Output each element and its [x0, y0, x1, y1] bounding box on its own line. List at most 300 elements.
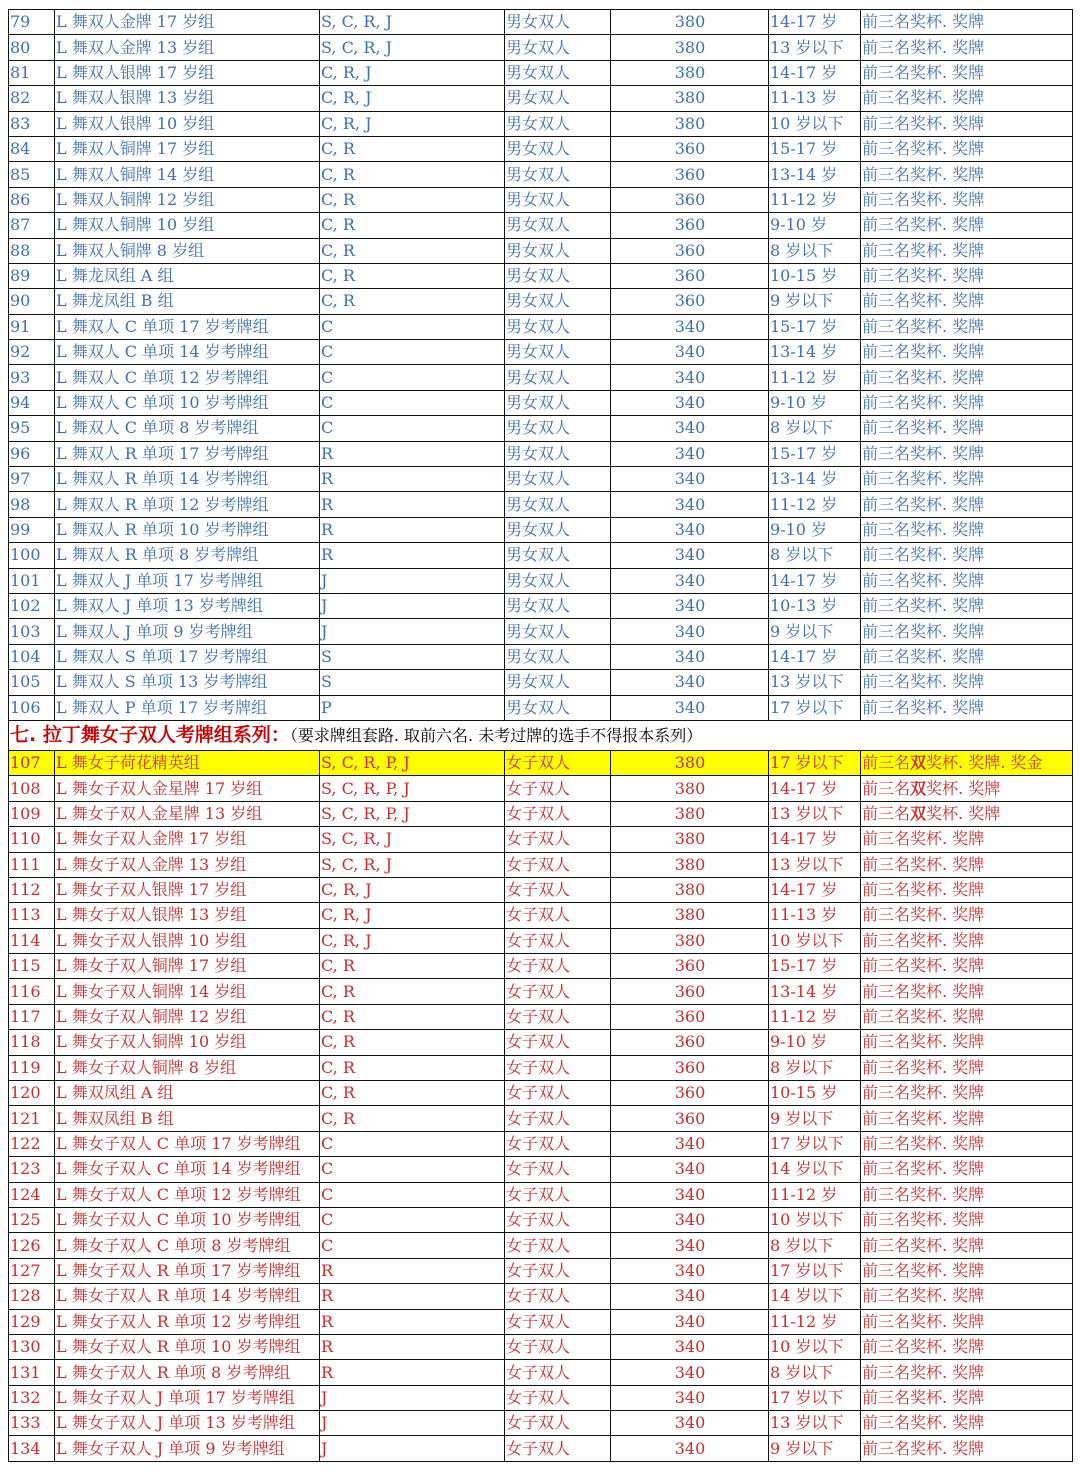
event-number: 114	[9, 928, 55, 953]
event-type: 男女双人	[505, 517, 611, 542]
event-fee: 340	[611, 670, 769, 695]
event-fee: 360	[611, 1055, 769, 1080]
event-age: 8 岁以下	[769, 416, 861, 441]
event-fee: 360	[611, 1004, 769, 1029]
event-type: 女子双人	[505, 776, 611, 801]
event-name: L 舞女子双人 C 单项 14 岁考牌组	[55, 1157, 320, 1182]
table-row	[9, 1436, 1073, 1461]
event-prize: 前三名奖杯. 奖牌	[861, 1081, 1073, 1106]
event-name: L 舞双人 P 单项 17 岁考牌组	[55, 695, 320, 720]
event-dances: S, C, R, J	[320, 35, 505, 60]
table-row	[9, 954, 1073, 979]
event-name: L 舞双人铜牌 8 岁组	[55, 238, 320, 263]
event-age: 13-14 岁	[769, 340, 861, 365]
event-age: 13-14 岁	[769, 979, 861, 1004]
event-number: 90	[9, 289, 55, 314]
event-prize: 前三名奖杯. 奖牌	[861, 670, 1073, 695]
event-fee: 340	[611, 1131, 769, 1156]
event-dances: C	[320, 365, 505, 390]
event-number: 95	[9, 416, 55, 441]
event-number: 126	[9, 1233, 55, 1258]
event-dances: C, R	[320, 162, 505, 187]
event-age: 14-17 岁	[769, 827, 861, 852]
table-row	[9, 903, 1073, 928]
event-number: 96	[9, 441, 55, 466]
event-fee: 340	[611, 365, 769, 390]
event-fee: 340	[611, 1385, 769, 1410]
event-age: 10-15 岁	[769, 263, 861, 288]
event-prize: 前三名奖杯. 奖牌	[861, 441, 1073, 466]
event-prize: 前三名奖杯. 奖牌	[861, 1233, 1073, 1258]
event-number: 82	[9, 86, 55, 111]
event-fee: 360	[611, 136, 769, 161]
event-number: 87	[9, 213, 55, 238]
event-number: 84	[9, 136, 55, 161]
event-number: 79	[9, 10, 55, 35]
event-age: 8 岁以下	[769, 1360, 861, 1385]
event-name: L 舞女子双人银牌 13 岁组	[55, 903, 320, 928]
event-age: 17 岁以下	[769, 695, 861, 720]
event-dances: R	[320, 1360, 505, 1385]
event-prize: 前三名奖杯. 奖牌	[861, 390, 1073, 415]
event-prize: 前三名奖杯. 奖牌	[861, 1309, 1073, 1334]
event-dances: R	[320, 1284, 505, 1309]
event-age: 8 岁以下	[769, 238, 861, 263]
event-prize: 前三名奖杯. 奖牌	[861, 568, 1073, 593]
event-fee: 360	[611, 213, 769, 238]
event-number: 104	[9, 644, 55, 669]
event-type: 女子双人	[505, 1411, 611, 1436]
event-number: 116	[9, 979, 55, 1004]
event-dances: C	[320, 340, 505, 365]
event-fee: 360	[611, 162, 769, 187]
event-fee: 380	[611, 801, 769, 826]
event-number: 94	[9, 390, 55, 415]
event-age: 11-13 岁	[769, 903, 861, 928]
event-age: 9 岁以下	[769, 619, 861, 644]
event-type: 女子双人	[505, 1030, 611, 1055]
event-prize: 前三名奖杯. 奖牌	[861, 543, 1073, 568]
event-fee: 380	[611, 928, 769, 953]
event-age: 11-12 岁	[769, 1309, 861, 1334]
event-type: 男女双人	[505, 467, 611, 492]
event-name: L 舞龙凤组 A 组	[55, 263, 320, 288]
table-row	[9, 543, 1073, 568]
table-row	[9, 852, 1073, 877]
event-type: 女子双人	[505, 827, 611, 852]
event-name: L 舞双人铜牌 12 岁组	[55, 187, 320, 212]
event-type: 女子双人	[505, 1334, 611, 1359]
event-number: 124	[9, 1182, 55, 1207]
event-name: L 舞女子双人铜牌 8 岁组	[55, 1055, 320, 1080]
event-name: L 舞女子双人金牌 17 岁组	[55, 827, 320, 852]
event-dances: C, R, J	[320, 111, 505, 136]
event-name: L 舞女子荷花精英组	[55, 750, 320, 775]
event-fee: 360	[611, 187, 769, 212]
event-number: 117	[9, 1004, 55, 1029]
table-row	[9, 314, 1073, 339]
schedule-sheet	[8, 9, 1072, 1462]
event-dances: C	[320, 314, 505, 339]
event-number: 105	[9, 670, 55, 695]
event-name: L 舞双人金牌 17 岁组	[55, 10, 320, 35]
table-row	[9, 162, 1073, 187]
event-type: 男女双人	[505, 441, 611, 466]
event-prize: 前三名奖杯. 奖牌	[861, 1157, 1073, 1182]
event-prize: 前三名奖杯. 奖牌	[861, 1106, 1073, 1131]
table-row	[9, 136, 1073, 161]
event-number: 130	[9, 1334, 55, 1359]
event-dances: C, R	[320, 238, 505, 263]
event-number: 127	[9, 1258, 55, 1283]
event-type: 男女双人	[505, 35, 611, 60]
table-row	[9, 492, 1073, 517]
event-dances: J	[320, 1385, 505, 1410]
event-type: 女子双人	[505, 1081, 611, 1106]
event-age: 14-17 岁	[769, 60, 861, 85]
table-row	[9, 1106, 1073, 1131]
event-type: 男女双人	[505, 340, 611, 365]
event-name: L 舞双人 C 单项 14 岁考牌组	[55, 340, 320, 365]
table-row	[9, 517, 1073, 542]
event-type: 女子双人	[505, 979, 611, 1004]
event-fee: 340	[611, 1436, 769, 1461]
event-age: 11-13 岁	[769, 86, 861, 111]
table-row	[9, 35, 1073, 60]
event-prize: 前三名奖杯. 奖牌	[861, 35, 1073, 60]
event-prize: 前三名双奖杯. 奖牌	[861, 801, 1073, 826]
table-row	[9, 187, 1073, 212]
table-row	[9, 340, 1073, 365]
event-prize: 前三名奖杯. 奖牌	[861, 903, 1073, 928]
event-number: 101	[9, 568, 55, 593]
event-number: 110	[9, 827, 55, 852]
event-fee: 340	[611, 593, 769, 618]
event-age: 13 岁以下	[769, 801, 861, 826]
event-type: 女子双人	[505, 852, 611, 877]
event-dances: C, R	[320, 187, 505, 212]
event-number: 109	[9, 801, 55, 826]
event-prize: 前三名奖杯. 奖牌	[861, 877, 1073, 902]
event-dances: C, R, J	[320, 86, 505, 111]
event-dances: C	[320, 1207, 505, 1232]
event-prize: 前三名奖杯. 奖牌	[861, 60, 1073, 85]
event-dances: C	[320, 416, 505, 441]
event-fee: 340	[611, 644, 769, 669]
event-type: 女子双人	[505, 877, 611, 902]
event-age: 10-15 岁	[769, 1081, 861, 1106]
table-row	[9, 365, 1073, 390]
event-name: L 舞女子双人 R 单项 12 岁考牌组	[55, 1309, 320, 1334]
event-prize: 前三名奖杯. 奖牌	[861, 416, 1073, 441]
event-fee: 340	[611, 1309, 769, 1334]
event-type: 女子双人	[505, 1436, 611, 1461]
event-number: 134	[9, 1436, 55, 1461]
event-number: 80	[9, 35, 55, 60]
event-name: L 舞双人银牌 13 岁组	[55, 86, 320, 111]
event-name: L 舞双人铜牌 17 岁组	[55, 136, 320, 161]
event-type: 女子双人	[505, 1309, 611, 1334]
event-type: 女子双人	[505, 1055, 611, 1080]
event-age: 13 岁以下	[769, 670, 861, 695]
table-row	[9, 1207, 1073, 1232]
event-age: 14-17 岁	[769, 877, 861, 902]
table-row	[9, 776, 1073, 801]
event-fee: 360	[611, 1081, 769, 1106]
event-prize: 前三名奖杯. 奖牌	[861, 1334, 1073, 1359]
table-row	[9, 263, 1073, 288]
event-type: 男女双人	[505, 390, 611, 415]
event-prize: 前三名奖杯. 奖牌	[861, 213, 1073, 238]
event-dances: C, R	[320, 979, 505, 1004]
event-age: 15-17 岁	[769, 136, 861, 161]
event-name: L 舞双人 S 单项 13 岁考牌组	[55, 670, 320, 695]
event-dances: S	[320, 670, 505, 695]
event-name: L 舞双人 R 单项 17 岁考牌组	[55, 441, 320, 466]
event-prize: 前三名奖杯. 奖牌	[861, 1030, 1073, 1055]
event-fee: 340	[611, 543, 769, 568]
event-age: 13-14 岁	[769, 467, 861, 492]
event-prize: 前三名奖杯. 奖牌	[861, 1207, 1073, 1232]
event-fee: 360	[611, 289, 769, 314]
event-prize: 前三名奖杯. 奖牌	[861, 492, 1073, 517]
table-row	[9, 750, 1073, 775]
event-fee: 380	[611, 903, 769, 928]
event-prize: 前三名奖杯. 奖牌	[861, 289, 1073, 314]
table-row	[9, 1233, 1073, 1258]
event-dances: C, R	[320, 1106, 505, 1131]
event-prize: 前三名奖杯. 奖牌	[861, 1131, 1073, 1156]
event-name: L 舞双人铜牌 14 岁组	[55, 162, 320, 187]
event-name: L 舞女子双人银牌 17 岁组	[55, 877, 320, 902]
table-row	[9, 86, 1073, 111]
table-row	[9, 801, 1073, 826]
event-dances: S, C, R, J	[320, 827, 505, 852]
event-name: L 舞龙凤组 B 组	[55, 289, 320, 314]
event-name: L 舞双人铜牌 10 岁组	[55, 213, 320, 238]
event-age: 9-10 岁	[769, 213, 861, 238]
table-row	[9, 60, 1073, 85]
event-dances: J	[320, 1411, 505, 1436]
event-dances: C, R	[320, 1081, 505, 1106]
event-age: 14-17 岁	[769, 644, 861, 669]
event-age: 15-17 岁	[769, 314, 861, 339]
event-name: L 舞女子双人 J 单项 17 岁考牌组	[55, 1385, 320, 1410]
table-row	[9, 10, 1073, 35]
table-row	[9, 111, 1073, 136]
event-number: 83	[9, 111, 55, 136]
event-dances: J	[320, 1436, 505, 1461]
event-fee: 340	[611, 492, 769, 517]
table-row	[9, 928, 1073, 953]
event-fee: 360	[611, 263, 769, 288]
table-row	[9, 441, 1073, 466]
event-fee: 380	[611, 776, 769, 801]
table-row	[9, 1385, 1073, 1410]
event-dances: C	[320, 1131, 505, 1156]
event-age: 8 岁以下	[769, 1233, 861, 1258]
event-name: L 舞女子双人金牌 13 岁组	[55, 852, 320, 877]
event-number: 86	[9, 187, 55, 212]
event-age: 17 岁以下	[769, 1385, 861, 1410]
event-type: 女子双人	[505, 1106, 611, 1131]
event-age: 9 岁以下	[769, 1436, 861, 1461]
event-age: 17 岁以下	[769, 1258, 861, 1283]
event-number: 99	[9, 517, 55, 542]
event-type: 男女双人	[505, 10, 611, 35]
event-number: 120	[9, 1081, 55, 1106]
event-fee: 340	[611, 390, 769, 415]
event-prize: 前三名奖杯. 奖牌	[861, 517, 1073, 542]
event-age: 10 岁以下	[769, 1207, 861, 1232]
event-age: 10 岁以下	[769, 928, 861, 953]
event-fee: 380	[611, 60, 769, 85]
event-type: 女子双人	[505, 954, 611, 979]
event-name: L 舞女子双人 C 单项 12 岁考牌组	[55, 1182, 320, 1207]
event-age: 17 岁以下	[769, 1131, 861, 1156]
event-age: 9-10 岁	[769, 390, 861, 415]
event-prize: 前三名奖杯. 奖牌	[861, 187, 1073, 212]
event-prize: 前三名奖杯. 奖牌	[861, 86, 1073, 111]
table-row	[9, 979, 1073, 1004]
event-fee: 380	[611, 111, 769, 136]
event-type: 女子双人	[505, 1182, 611, 1207]
event-age: 11-12 岁	[769, 365, 861, 390]
section-header-row	[9, 720, 1073, 750]
event-name: L 舞双人 C 单项 17 岁考牌组	[55, 314, 320, 339]
event-fee: 340	[611, 695, 769, 720]
event-number: 111	[9, 852, 55, 877]
event-dances: R	[320, 517, 505, 542]
event-fee: 340	[611, 1157, 769, 1182]
event-dances: R	[320, 441, 505, 466]
event-age: 10-13 岁	[769, 593, 861, 618]
event-type: 男女双人	[505, 314, 611, 339]
event-dances: S, C, R, P, J	[320, 750, 505, 775]
event-prize: 前三名奖杯. 奖牌	[861, 1360, 1073, 1385]
event-fee: 380	[611, 750, 769, 775]
event-dances: C, R	[320, 263, 505, 288]
event-type: 男女双人	[505, 238, 611, 263]
event-number: 115	[9, 954, 55, 979]
event-prize: 前三名奖杯. 奖牌	[861, 979, 1073, 1004]
event-fee: 360	[611, 1030, 769, 1055]
table-row	[9, 670, 1073, 695]
event-number: 93	[9, 365, 55, 390]
event-fee: 340	[611, 1233, 769, 1258]
event-fee: 340	[611, 517, 769, 542]
event-number: 81	[9, 60, 55, 85]
event-age: 13 岁以下	[769, 35, 861, 60]
event-dances: S, C, R, J	[320, 852, 505, 877]
event-dances: C, R, J	[320, 60, 505, 85]
event-number: 119	[9, 1055, 55, 1080]
event-prize: 前三名奖杯. 奖牌	[861, 1436, 1073, 1461]
section-note: （要求牌组套路. 取前六名. 未考过牌的选手不得报本系列）	[289, 725, 703, 745]
event-name: L 舞女子双人 R 单项 17 岁考牌组	[55, 1258, 320, 1283]
section-header	[9, 720, 1073, 750]
event-name: L 舞女子双人铜牌 10 岁组	[55, 1030, 320, 1055]
event-dances: C	[320, 390, 505, 415]
event-table	[8, 9, 1073, 1462]
event-name: L 舞双人 C 单项 12 岁考牌组	[55, 365, 320, 390]
event-name: L 舞女子双人 R 单项 10 岁考牌组	[55, 1334, 320, 1359]
event-number: 121	[9, 1106, 55, 1131]
event-type: 男女双人	[505, 60, 611, 85]
event-dances: R	[320, 492, 505, 517]
event-prize: 前三名奖杯. 奖牌	[861, 238, 1073, 263]
event-dances: R	[320, 1334, 505, 1359]
event-name: L 舞女子双人银牌 10 岁组	[55, 928, 320, 953]
event-name: L 舞女子双人 C 单项 8 岁考牌组	[55, 1233, 320, 1258]
event-dances: C, R	[320, 1055, 505, 1080]
event-fee: 340	[611, 1334, 769, 1359]
event-type: 男女双人	[505, 187, 611, 212]
event-fee: 380	[611, 877, 769, 902]
event-number: 129	[9, 1309, 55, 1334]
event-dances: R	[320, 1258, 505, 1283]
event-dances: J	[320, 593, 505, 618]
event-name: L 舞双凤组 A 组	[55, 1081, 320, 1106]
event-dances: P	[320, 695, 505, 720]
table-row	[9, 1182, 1073, 1207]
event-number: 85	[9, 162, 55, 187]
event-prize: 前三名奖杯. 奖牌	[861, 162, 1073, 187]
event-age: 15-17 岁	[769, 441, 861, 466]
event-fee: 340	[611, 1207, 769, 1232]
table-row	[9, 877, 1073, 902]
event-type: 男女双人	[505, 111, 611, 136]
event-name: L 舞双人 C 单项 8 岁考牌组	[55, 416, 320, 441]
table-row	[9, 467, 1073, 492]
event-type: 女子双人	[505, 1207, 611, 1232]
event-name: L 舞女子双人金星牌 13 岁组	[55, 801, 320, 826]
event-dances: C	[320, 1157, 505, 1182]
event-number: 107	[9, 750, 55, 775]
table-row	[9, 568, 1073, 593]
event-prize: 前三名奖杯. 奖牌	[861, 695, 1073, 720]
event-type: 女子双人	[505, 1360, 611, 1385]
event-name: L 舞双人金牌 13 岁组	[55, 35, 320, 60]
event-fee: 380	[611, 86, 769, 111]
event-dances: C, R, J	[320, 877, 505, 902]
event-age: 10 岁以下	[769, 111, 861, 136]
event-age: 9-10 岁	[769, 1030, 861, 1055]
event-type: 男女双人	[505, 695, 611, 720]
table-row	[9, 644, 1073, 669]
event-type: 男女双人	[505, 162, 611, 187]
event-number: 89	[9, 263, 55, 288]
table-row	[9, 390, 1073, 415]
event-dances: C, R, J	[320, 903, 505, 928]
event-name: L 舞女子双人金星牌 17 岁组	[55, 776, 320, 801]
event-number: 108	[9, 776, 55, 801]
event-fee: 340	[611, 1284, 769, 1309]
event-name: L 舞双人 R 单项 14 岁考牌组	[55, 467, 320, 492]
event-fee: 380	[611, 852, 769, 877]
event-age: 14-17 岁	[769, 568, 861, 593]
table-row	[9, 1309, 1073, 1334]
event-name: L 舞女子双人 R 单项 14 岁考牌组	[55, 1284, 320, 1309]
table-row	[9, 1360, 1073, 1385]
event-fee: 340	[611, 1258, 769, 1283]
event-prize: 前三名奖杯. 奖牌	[861, 1284, 1073, 1309]
event-age: 13-14 岁	[769, 162, 861, 187]
event-age: 9 岁以下	[769, 289, 861, 314]
table-row	[9, 1055, 1073, 1080]
event-type: 男女双人	[505, 619, 611, 644]
event-fee: 340	[611, 1411, 769, 1436]
